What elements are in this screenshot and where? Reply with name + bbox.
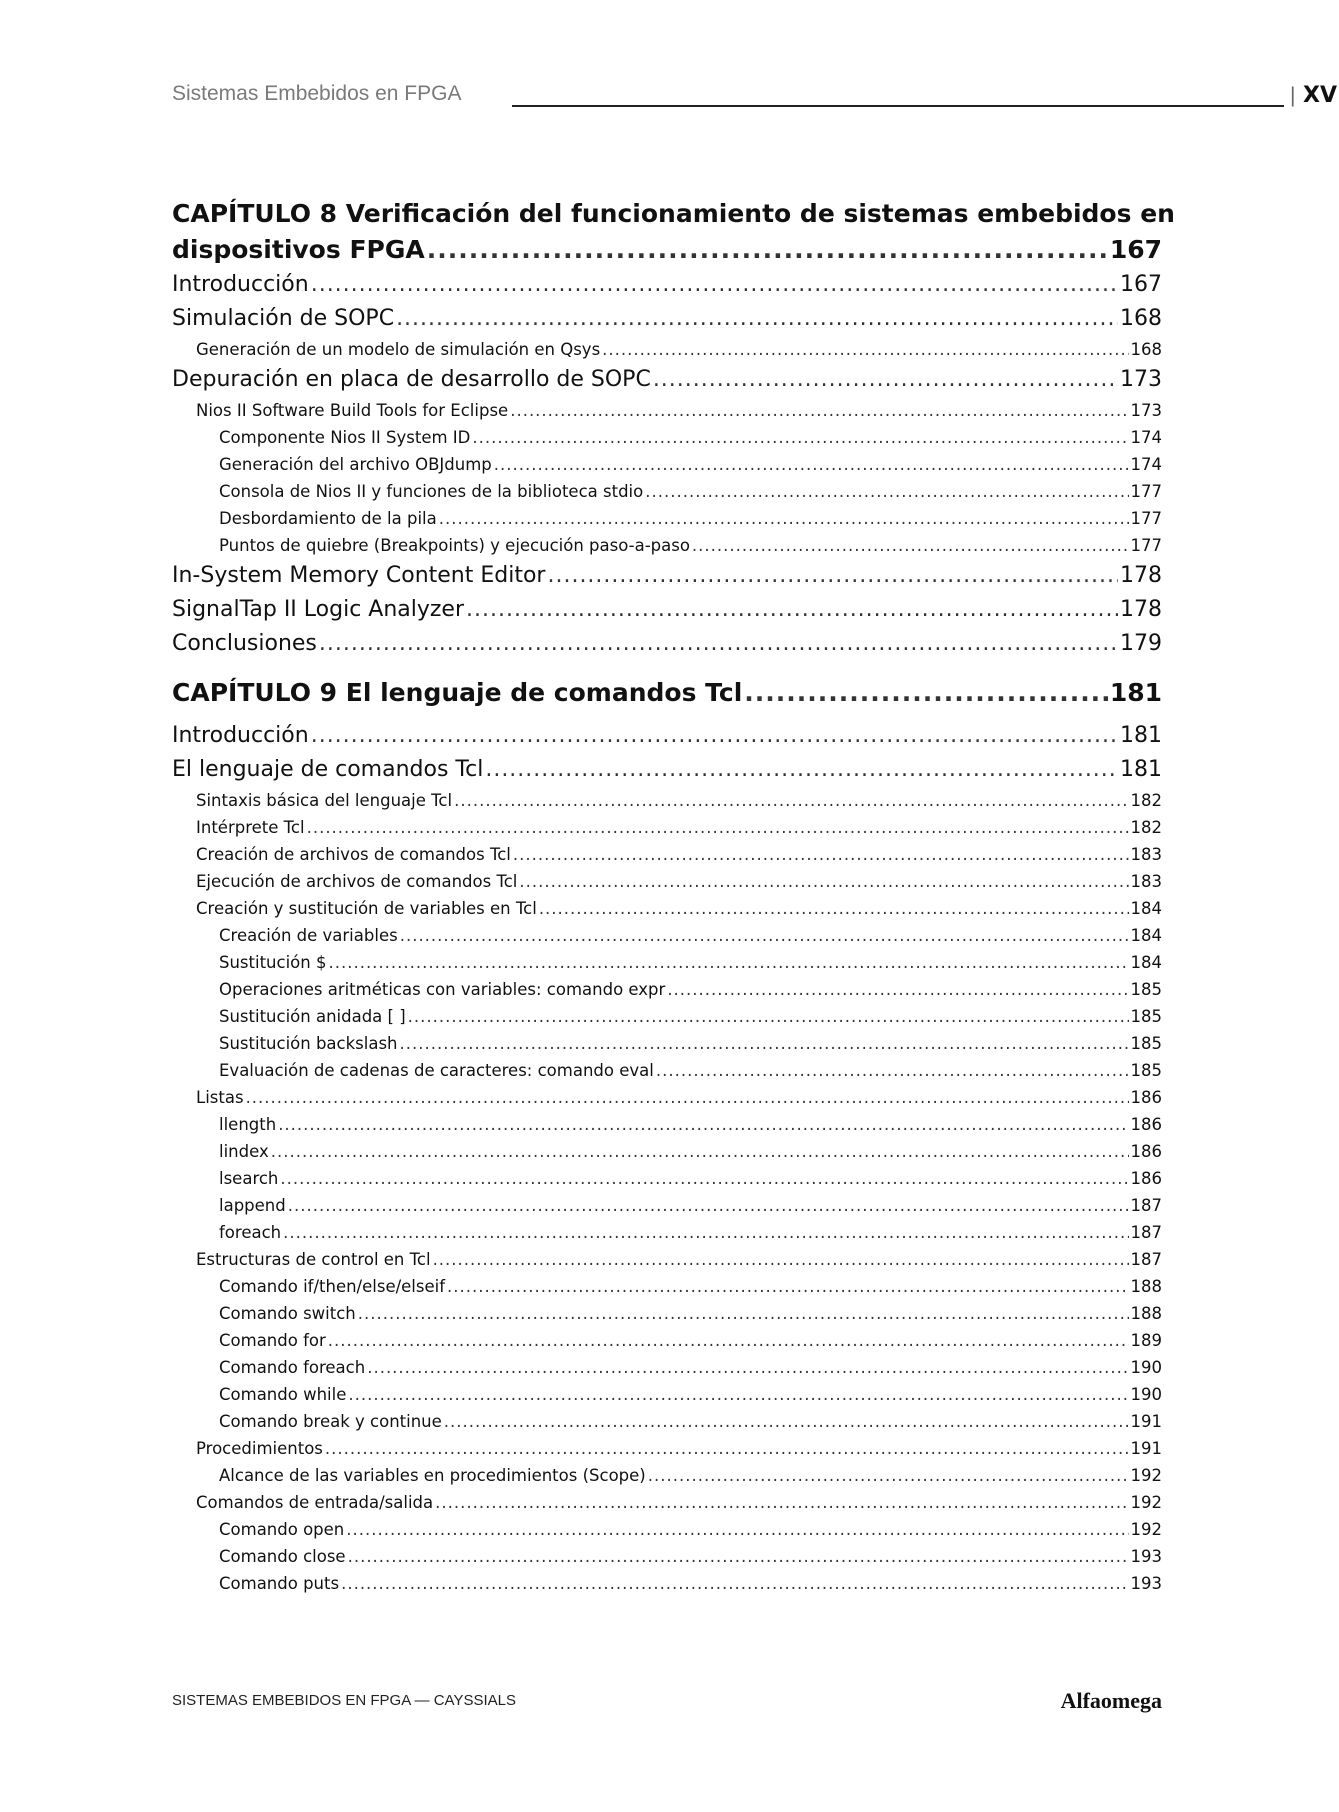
toc-entry-page: 174 <box>1130 428 1162 447</box>
toc-entry-page: 181 <box>1120 723 1162 748</box>
leader-dots <box>485 753 1118 787</box>
leader-dots <box>400 1030 1129 1057</box>
toc-entry[interactable] <box>172 1084 1162 1111</box>
toc-entry-page: 183 <box>1130 872 1162 891</box>
toc-entry-label: SignalTap II Logic Analyzer <box>172 597 465 622</box>
leader-dots <box>472 424 1128 451</box>
toc-entry-label: foreach <box>219 1223 282 1242</box>
toc-entry-page: 182 <box>1130 818 1162 837</box>
toc-entry-page: 184 <box>1130 899 1162 918</box>
toc-entry-label: Comandos de entrada/salida <box>196 1493 434 1512</box>
toc-entry-page: 185 <box>1130 1034 1162 1053</box>
toc-entry-label: Evaluación de cadenas de caracteres: comando eval <box>219 1061 654 1080</box>
toc-entry[interactable] <box>172 1219 1162 1246</box>
toc-entry-label: Comando break y continue <box>219 1412 442 1431</box>
header-separator: | <box>1290 84 1296 107</box>
leader-dots <box>325 1435 1129 1462</box>
leader-dots <box>466 593 1118 627</box>
leader-dots <box>692 532 1129 559</box>
page-footer <box>172 1688 1162 1722</box>
leader-dots <box>328 1327 1129 1354</box>
toc-entry-label: Sustitución $ <box>219 953 327 972</box>
toc-entry[interactable] <box>172 1192 1162 1219</box>
toc-entry-page: 174 <box>1130 455 1162 474</box>
toc-entry-page: 177 <box>1130 482 1162 501</box>
toc-entry[interactable] <box>172 424 1162 451</box>
toc-entry-page: 185 <box>1130 1007 1162 1026</box>
toc-entry[interactable] <box>172 814 1162 841</box>
toc-entry-label: Sintaxis básica del lenguaje Tcl <box>196 791 453 810</box>
toc-entry[interactable] <box>172 719 1162 753</box>
toc-entry-label: In-System Memory Content Editor <box>172 563 546 588</box>
leader-dots <box>278 1111 1128 1138</box>
toc-entry[interactable] <box>172 976 1162 1003</box>
header-rule <box>512 105 1284 107</box>
toc-entry-page: 168 <box>1130 340 1162 359</box>
toc-entry-page: 191 <box>1130 1439 1162 1458</box>
toc-entry-page: 192 <box>1130 1493 1162 1512</box>
toc-entry-label: Generación del archivo OBJdump <box>219 455 492 474</box>
chapter-8-title[interactable]: CAPÍTULO 8 Verificación del funcionamiento de sistemas embebidos en <box>172 199 1175 228</box>
chapter-8-heading[interactable] <box>172 232 1162 268</box>
leader-dots <box>539 895 1129 922</box>
toc-entry-page: 181 <box>1120 757 1162 782</box>
toc-entry[interactable] <box>172 1246 1162 1273</box>
toc-entry-page: 173 <box>1120 367 1162 392</box>
chapter-9-title: CAPÍTULO 9 El lenguaje de comandos Tcl <box>172 678 743 707</box>
toc-entry-page: 186 <box>1130 1115 1162 1134</box>
toc-entry[interactable] <box>172 627 1162 661</box>
toc-entry-label: lappend <box>219 1196 286 1215</box>
toc-entry-page: 185 <box>1130 1061 1162 1080</box>
toc-entry-label: Listas <box>196 1088 244 1107</box>
toc-entry-label: Sustitución backslash <box>219 1034 398 1053</box>
toc-entry[interactable] <box>172 1300 1162 1327</box>
toc-entry[interactable] <box>172 1354 1162 1381</box>
leader-dots <box>744 675 1108 711</box>
toc-entry[interactable] <box>172 922 1162 949</box>
toc-entry-label: Intérprete Tcl <box>196 818 305 837</box>
toc-entry[interactable] <box>172 1327 1162 1354</box>
leader-dots <box>653 363 1118 397</box>
toc-entry-label: Comando foreach <box>219 1358 366 1377</box>
leader-dots <box>346 1516 1128 1543</box>
toc-entry-label: Comando if/then/else/elseif <box>219 1277 446 1296</box>
toc-entry[interactable] <box>172 478 1162 505</box>
toc-entry-label: Introducción <box>172 723 309 748</box>
toc-entry-label: lindex <box>219 1142 269 1161</box>
toc-entry[interactable] <box>172 1030 1162 1057</box>
toc-entry[interactable] <box>172 1381 1162 1408</box>
toc-entry-page: 167 <box>1120 272 1162 297</box>
toc-entry-page: 177 <box>1130 509 1162 528</box>
leader-dots <box>513 841 1129 868</box>
chapter-9-page: 181 <box>1109 678 1162 707</box>
toc-entry-label: Comando while <box>219 1385 347 1404</box>
table-of-contents <box>172 196 1175 1597</box>
toc-entry-page: 192 <box>1130 1520 1162 1539</box>
toc-entry[interactable] <box>172 1543 1162 1570</box>
leader-dots <box>602 336 1128 363</box>
toc-entry[interactable] <box>172 451 1162 478</box>
toc-entry-label: Nios II Software Build Tools for Eclipse <box>196 401 509 420</box>
toc-entry-label: Sustitución anidada [ ] <box>219 1007 406 1026</box>
toc-entry-label: llength <box>219 1115 277 1134</box>
toc-entry-page: 177 <box>1130 536 1162 555</box>
toc-entry[interactable] <box>172 363 1162 397</box>
toc-entry-page: 184 <box>1130 953 1162 972</box>
toc-entry-label: Introducción <box>172 272 309 297</box>
toc-entry-page: 186 <box>1130 1142 1162 1161</box>
chapter-9-entries <box>172 719 1162 1597</box>
toc-entry-page: 193 <box>1130 1574 1162 1593</box>
leader-dots <box>439 505 1129 532</box>
running-title: Sistemas Embebidos en FPGA <box>172 82 462 105</box>
leader-dots <box>427 232 1108 268</box>
toc-entry[interactable] <box>172 336 1162 363</box>
toc-entry-page: 178 <box>1120 563 1162 588</box>
toc-entry[interactable] <box>172 1408 1162 1435</box>
toc-entry[interactable] <box>172 505 1162 532</box>
leader-dots <box>280 1165 1128 1192</box>
toc-entry[interactable] <box>172 1570 1162 1597</box>
toc-entry-page: 186 <box>1130 1088 1162 1107</box>
toc-entry-page: 193 <box>1130 1547 1162 1566</box>
toc-entry[interactable] <box>172 753 1162 787</box>
toc-entry-page: 192 <box>1130 1466 1162 1485</box>
leader-dots <box>400 922 1129 949</box>
toc-entry-page: 178 <box>1120 597 1162 622</box>
chapter-8-title-cont: dispositivos FPGA <box>172 235 425 264</box>
toc-entry[interactable] <box>172 1138 1162 1165</box>
leader-dots <box>311 268 1118 302</box>
leader-dots <box>246 1084 1129 1111</box>
toc-entry[interactable] <box>172 868 1162 895</box>
toc-entry-page: 173 <box>1130 401 1162 420</box>
leader-dots <box>396 302 1118 336</box>
toc-entry-page: 168 <box>1120 306 1162 331</box>
toc-entry-page: 190 <box>1130 1385 1162 1404</box>
toc-entry-page: 184 <box>1130 926 1162 945</box>
toc-entry[interactable] <box>172 1489 1162 1516</box>
toc-entry[interactable] <box>172 949 1162 976</box>
footer-book-title: SISTEMAS EMBEBIDOS EN FPGA — CAYSSIALS <box>172 1692 516 1709</box>
toc-entry-page: 187 <box>1130 1250 1162 1269</box>
leader-dots <box>307 814 1129 841</box>
toc-entry-page: 182 <box>1130 791 1162 810</box>
toc-entry-label: Comando for <box>219 1331 326 1350</box>
toc-entry-page: 183 <box>1130 845 1162 864</box>
leader-dots <box>519 868 1128 895</box>
toc-entry[interactable] <box>172 268 1162 302</box>
toc-entry-page: 179 <box>1120 631 1162 656</box>
leader-dots <box>667 976 1128 1003</box>
toc-entry-label: Procedimientos <box>196 1439 323 1458</box>
leader-dots <box>348 1543 1129 1570</box>
leader-dots <box>328 949 1128 976</box>
leader-dots <box>435 1489 1128 1516</box>
toc-entry-label: lsearch <box>219 1169 279 1188</box>
toc-entry-label: Puntos de quiebre (Breakpoints) y ejecución paso-a-paso <box>219 536 690 555</box>
page-number: XV <box>1303 83 1337 108</box>
toc-entry[interactable] <box>172 559 1162 593</box>
publisher-logo: Alfaomega <box>1060 1688 1162 1713</box>
chapter-8-entries <box>172 268 1162 661</box>
toc-entry[interactable] <box>172 1273 1162 1300</box>
leader-dots <box>271 1138 1129 1165</box>
toc-entry[interactable] <box>172 532 1162 559</box>
toc-entry-label: Creación de variables <box>219 926 398 945</box>
toc-entry-label: Estructuras de control en Tcl <box>196 1250 431 1269</box>
toc-entry[interactable] <box>172 1003 1162 1030</box>
toc-entry[interactable] <box>172 1516 1162 1543</box>
toc-entry-page: 191 <box>1130 1412 1162 1431</box>
toc-entry-label: Depuración en placa de desarrollo de SOPC <box>172 367 651 392</box>
toc-entry-label: Generación de un modelo de simulación en Qsys <box>196 340 601 359</box>
toc-entry-page: 186 <box>1130 1169 1162 1188</box>
toc-entry[interactable] <box>172 895 1162 922</box>
leader-dots <box>367 1354 1128 1381</box>
toc-entry-label: Conclusiones <box>172 631 317 656</box>
toc-entry[interactable] <box>172 1057 1162 1084</box>
leader-dots <box>447 1273 1128 1300</box>
toc-entry[interactable] <box>172 1111 1162 1138</box>
toc-entry-label: Alcance de las variables en procedimientos (Scope) <box>219 1466 646 1485</box>
toc-entry[interactable] <box>172 787 1162 814</box>
toc-entry[interactable] <box>172 1165 1162 1192</box>
toc-entry[interactable] <box>172 593 1162 627</box>
leader-dots <box>341 1570 1128 1597</box>
toc-entry-label: Ejecución de archivos de comandos Tcl <box>196 872 518 891</box>
toc-entry-page: 185 <box>1130 980 1162 999</box>
toc-entry-label: Comando close <box>219 1547 346 1566</box>
toc-entry-label: Simulación de SOPC <box>172 306 395 331</box>
toc-entry[interactable] <box>172 302 1162 336</box>
toc-entry-label: Componente Nios II System ID <box>219 428 471 447</box>
leader-dots <box>656 1057 1129 1084</box>
toc-entry[interactable] <box>172 841 1162 868</box>
leader-dots <box>358 1300 1129 1327</box>
page-header <box>172 82 1337 114</box>
toc-entry-label: Operaciones aritméticas con variables: comando expr <box>219 980 666 999</box>
toc-entry[interactable] <box>172 1462 1162 1489</box>
toc-entry-label: Comando switch <box>219 1304 356 1323</box>
toc-entry-page: 188 <box>1130 1277 1162 1296</box>
toc-entry-page: 190 <box>1130 1358 1162 1377</box>
toc-entry-label: El lenguaje de comandos Tcl <box>172 757 484 782</box>
leader-dots <box>648 1462 1129 1489</box>
leader-dots <box>547 559 1118 593</box>
toc-entry-label: Creación de archivos de comandos Tcl <box>196 845 511 864</box>
leader-dots <box>408 1003 1129 1030</box>
leader-dots <box>510 397 1128 424</box>
leader-dots <box>283 1219 1128 1246</box>
leader-dots <box>319 627 1118 661</box>
toc-entry[interactable] <box>172 397 1162 424</box>
leader-dots <box>433 1246 1129 1273</box>
toc-entry-page: 188 <box>1130 1304 1162 1323</box>
leader-dots <box>311 719 1118 753</box>
leader-dots <box>494 451 1129 478</box>
leader-dots <box>348 1381 1128 1408</box>
leader-dots <box>645 478 1128 505</box>
toc-entry-page: 187 <box>1130 1196 1162 1215</box>
toc-entry-label: Comando puts <box>219 1574 340 1593</box>
toc-entry-page: 189 <box>1130 1331 1162 1350</box>
toc-entry-label: Creación y sustitución de variables en Tcl <box>196 899 537 918</box>
toc-entry-label: Consola de Nios II y funciones de la biblioteca stdio <box>219 482 644 501</box>
leader-dots <box>444 1408 1129 1435</box>
leader-dots <box>288 1192 1129 1219</box>
toc-entry-label: Desbordamiento de la pila <box>219 509 437 528</box>
chapter-8-page: 167 <box>1109 235 1162 264</box>
toc-entry-label: Comando open <box>219 1520 345 1539</box>
chapter-9-heading[interactable] <box>172 675 1162 711</box>
toc-entry[interactable] <box>172 1435 1162 1462</box>
toc-entry-page: 187 <box>1130 1223 1162 1242</box>
leader-dots <box>454 787 1128 814</box>
